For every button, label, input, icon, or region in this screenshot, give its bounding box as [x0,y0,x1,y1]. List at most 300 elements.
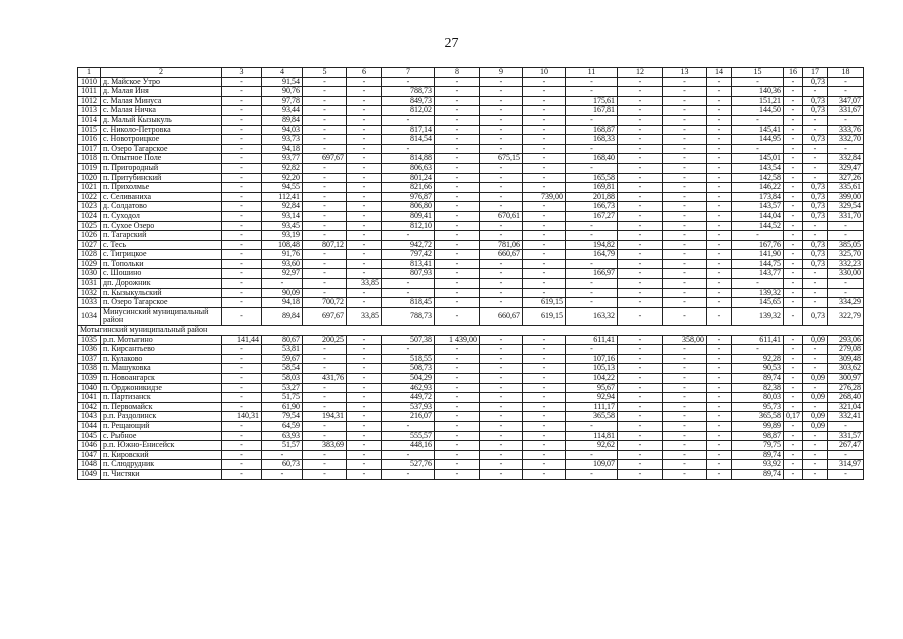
settlement-name-cell: с. Новотроицкое [101,135,222,145]
value-cell: - [618,192,663,202]
value-cell: - [347,192,382,202]
value-cell: 51,75 [262,393,303,403]
value-cell: - [480,173,523,183]
value-cell: - [222,354,262,364]
value-cell: - [784,354,803,364]
value-cell: - [480,460,523,470]
value-cell: 0,17 [784,412,803,422]
value-cell: - [707,144,732,154]
value-cell: - [784,298,803,308]
value-cell: - [303,221,347,231]
value-cell: - [784,115,803,125]
value-cell: 94,03 [262,125,303,135]
value-cell: 200,25 [303,335,347,345]
value-cell: - [435,221,480,231]
value-cell: 164,79 [566,250,618,260]
value-cell: 508,73 [382,364,435,374]
value-cell: - [435,441,480,451]
value-cell: - [828,144,864,154]
column-number-row [78,68,864,78]
table-row [78,250,864,260]
value-cell: - [784,135,803,145]
value-cell: - [347,441,382,451]
value-cell: - [523,240,566,250]
value-cell: - [347,211,382,221]
value-cell: - [435,163,480,173]
value-cell: - [663,469,707,479]
value-cell: - [435,87,480,97]
value-cell: - [566,115,618,125]
value-cell: 309,48 [828,354,864,364]
value-cell: - [480,383,523,393]
value-cell: 168,87 [566,125,618,135]
value-cell: 95,67 [566,383,618,393]
settlement-name-cell: п. Тагарский [101,231,222,241]
value-cell: - [523,163,566,173]
value-cell: - [707,250,732,260]
value-cell: - [303,259,347,269]
settlement-name-cell: п. Кулаково [101,354,222,364]
row-number-cell: 1029 [78,259,101,269]
column-number-12: 12 [618,68,663,78]
value-cell: 809,41 [382,211,435,221]
value-cell: 332,41 [828,412,864,422]
value-cell: - [663,183,707,193]
value-cell: - [435,431,480,441]
value-cell: - [523,135,566,145]
value-cell: - [222,163,262,173]
value-cell: - [618,250,663,260]
value-cell: - [303,135,347,145]
value-cell: - [707,279,732,289]
value-cell: - [262,450,303,460]
value-cell: - [803,221,828,231]
value-cell: - [435,307,480,325]
value-cell: 91,54 [262,77,303,87]
value-cell: 144,52 [732,221,784,231]
value-cell: 849,73 [382,96,435,106]
value-cell: - [618,450,663,460]
value-cell: - [523,211,566,221]
value-cell: 143,57 [732,202,784,212]
value-cell: - [707,96,732,106]
row-number-cell: 1028 [78,250,101,260]
table-row [78,335,864,345]
settlement-name-cell: р.п. Южно-Енисейск [101,441,222,451]
value-cell: 0,73 [803,211,828,221]
row-number-cell: 1016 [78,135,101,145]
value-cell: - [784,441,803,451]
value-cell: - [803,231,828,241]
value-cell: - [303,106,347,116]
value-cell: 58,54 [262,364,303,374]
value-cell: - [382,144,435,154]
value-cell: 399,00 [828,192,864,202]
column-number-10: 10 [523,68,566,78]
value-cell: - [618,469,663,479]
value-cell: - [435,106,480,116]
row-number-cell: 1023 [78,202,101,212]
value-cell: - [480,269,523,279]
value-cell: 91,76 [262,250,303,260]
value-cell: - [347,250,382,260]
value-cell: - [435,460,480,470]
row-number-cell: 1020 [78,173,101,183]
value-cell: - [784,231,803,241]
value-cell: - [435,77,480,87]
value-cell: - [663,96,707,106]
table-row [78,135,864,145]
row-number-cell: 1040 [78,383,101,393]
value-cell: - [566,144,618,154]
value-cell: - [435,393,480,403]
value-cell: 807,93 [382,269,435,279]
settlement-name-cell: д. Малый Кызыкуль [101,115,222,125]
value-cell: - [480,412,523,422]
value-cell: - [803,279,828,289]
value-cell: 141,44 [222,335,262,345]
value-cell: 942,72 [382,240,435,250]
value-cell: 619,15 [523,298,566,308]
value-cell: - [435,125,480,135]
settlement-name-cell: п. Партизанск [101,393,222,403]
value-cell: - [803,115,828,125]
column-number-3: 3 [222,68,262,78]
value-cell: - [618,173,663,183]
value-cell: 216,07 [382,412,435,422]
value-cell: - [523,421,566,431]
value-cell: - [663,383,707,393]
value-cell: 89,74 [732,450,784,460]
value-cell: 173,84 [732,192,784,202]
value-cell: - [480,115,523,125]
value-cell: 168,33 [566,135,618,145]
value-cell: 660,67 [480,307,523,325]
settlement-name-cell: с. Малая Ничка [101,106,222,116]
value-cell: 334,29 [828,298,864,308]
value-cell: - [784,154,803,164]
settlement-name-cell: п. Первомайск [101,402,222,412]
settlement-name-cell: р.п. Мотыгино [101,335,222,345]
value-cell: - [707,231,732,241]
value-cell: - [803,288,828,298]
value-cell: 144,75 [732,259,784,269]
value-cell: 33,85 [347,307,382,325]
value-cell: - [523,125,566,135]
value-cell: - [828,279,864,289]
table-row [78,221,864,231]
settlement-name-cell: п. Суходол [101,211,222,221]
value-cell: - [707,345,732,355]
value-cell: - [663,298,707,308]
tariff-table [77,67,864,480]
value-cell: - [732,231,784,241]
value-cell: 814,54 [382,135,435,145]
column-number-2: 2 [101,68,222,78]
value-cell: - [303,211,347,221]
value-cell: 80,03 [732,393,784,403]
value-cell: - [347,469,382,479]
value-cell: 93,73 [262,135,303,145]
section-title: Мотыгинский муниципальный район [78,326,864,336]
value-cell: - [222,279,262,289]
value-cell: 79,54 [262,412,303,422]
settlement-name-cell: с. Малая Минуса [101,96,222,106]
value-cell: 97,78 [262,96,303,106]
value-cell: 0,09 [803,374,828,384]
table-row [78,307,864,325]
column-number-16: 16 [784,68,803,78]
value-cell: - [303,250,347,260]
value-cell: 167,76 [732,240,784,250]
row-number-cell: 1049 [78,469,101,479]
value-cell: - [618,354,663,364]
value-cell: - [618,298,663,308]
value-cell: - [828,115,864,125]
value-cell: 818,45 [382,298,435,308]
value-cell: - [707,269,732,279]
value-cell: - [566,163,618,173]
value-cell: 109,07 [566,460,618,470]
value-cell: 332,70 [828,135,864,145]
row-number-cell: 1048 [78,460,101,470]
value-cell: 314,97 [828,460,864,470]
value-cell: 141,90 [732,250,784,260]
row-number-cell: 1013 [78,106,101,116]
value-cell: - [303,279,347,289]
value-cell: 89,84 [262,115,303,125]
value-cell: - [303,231,347,241]
value-cell: - [303,144,347,154]
value-cell: - [663,231,707,241]
settlement-name-cell: п. Кировский [101,450,222,460]
value-cell: - [663,250,707,260]
value-cell: - [480,374,523,384]
value-cell: - [663,412,707,422]
value-cell: - [303,77,347,87]
settlement-name-cell: с. Рыбное [101,431,222,441]
value-cell: - [707,87,732,97]
section-row [78,326,864,336]
value-cell: 0,73 [803,77,828,87]
value-cell: - [222,211,262,221]
value-cell: - [435,383,480,393]
value-cell: - [784,144,803,154]
value-cell: - [303,96,347,106]
column-number-11: 11 [566,68,618,78]
value-cell: 165,58 [566,173,618,183]
value-cell: 0,73 [803,240,828,250]
column-number-18: 18 [828,68,864,78]
value-cell: - [347,364,382,374]
value-cell: - [707,183,732,193]
value-cell: 300,97 [828,374,864,384]
value-cell: 518,55 [382,354,435,364]
value-cell: 0,09 [803,412,828,422]
value-cell: 504,29 [382,374,435,384]
value-cell: - [222,345,262,355]
table-row [78,364,864,374]
value-cell: - [435,231,480,241]
table-row [78,288,864,298]
value-cell: - [803,402,828,412]
value-cell: 807,12 [303,240,347,250]
value-cell: - [435,288,480,298]
value-cell: 788,73 [382,307,435,325]
value-cell: - [784,469,803,479]
table-row [78,163,864,173]
value-cell: - [663,431,707,441]
value-cell: - [480,125,523,135]
value-cell: 619,15 [523,307,566,325]
value-cell: 279,08 [828,345,864,355]
value-cell: - [784,106,803,116]
value-cell: 166,73 [566,202,618,212]
row-number-cell: 1037 [78,354,101,364]
table-row [78,192,864,202]
value-cell: - [663,135,707,145]
value-cell: - [262,279,303,289]
value-cell: - [347,298,382,308]
value-cell: 507,38 [382,335,435,345]
value-cell: - [303,183,347,193]
value-cell: 93,19 [262,231,303,241]
value-cell: 781,06 [480,240,523,250]
value-cell: 527,76 [382,460,435,470]
value-cell: - [222,269,262,279]
value-cell: 92,28 [732,354,784,364]
value-cell: 90,09 [262,288,303,298]
value-cell: 449,72 [382,393,435,403]
value-cell: - [523,115,566,125]
table-row [78,231,864,241]
value-cell: - [566,288,618,298]
value-cell: 140,36 [732,87,784,97]
value-cell: 95,73 [732,402,784,412]
value-cell: 93,77 [262,154,303,164]
value-cell: - [618,87,663,97]
value-cell: - [435,364,480,374]
column-number-4: 4 [262,68,303,78]
value-cell: - [707,364,732,374]
value-cell: - [480,231,523,241]
row-number-cell: 1043 [78,412,101,422]
value-cell: - [347,402,382,412]
value-cell: 194,82 [566,240,618,250]
value-cell: 739,00 [523,192,566,202]
value-cell: - [303,115,347,125]
value-cell: - [435,202,480,212]
value-cell: - [435,421,480,431]
value-cell: 331,70 [828,211,864,221]
value-cell: 142,58 [732,173,784,183]
value-cell: - [222,402,262,412]
value-cell: - [663,269,707,279]
value-cell: - [784,345,803,355]
value-cell: - [222,431,262,441]
value-cell: 105,13 [566,364,618,374]
value-cell: 817,14 [382,125,435,135]
value-cell: - [828,450,864,460]
value-cell: 151,21 [732,96,784,106]
value-cell: - [303,345,347,355]
value-cell: - [303,383,347,393]
value-cell: - [732,144,784,154]
value-cell: - [663,125,707,135]
value-cell: - [222,115,262,125]
value-cell: 329,54 [828,202,864,212]
row-number-cell: 1012 [78,96,101,106]
settlement-name-cell: д. Солдатово [101,202,222,212]
table-row [78,269,864,279]
value-cell: 330,00 [828,269,864,279]
value-cell: 0,73 [803,192,828,202]
value-cell: 94,18 [262,298,303,308]
value-cell: - [222,374,262,384]
value-cell: 104,22 [566,374,618,384]
value-cell: 555,57 [382,431,435,441]
value-cell: - [618,231,663,241]
value-cell: - [663,345,707,355]
value-cell: 321,04 [828,402,864,412]
column-number-5: 5 [303,68,347,78]
value-cell: - [435,250,480,260]
value-cell: - [618,374,663,384]
value-cell: - [523,96,566,106]
row-number-cell: 1015 [78,125,101,135]
value-cell: 788,73 [382,87,435,97]
row-number-cell: 1047 [78,450,101,460]
settlement-name-cell: п. Озеро Тагарское [101,298,222,308]
settlement-name-cell: п. Пригородный [101,163,222,173]
value-cell: - [523,231,566,241]
value-cell: - [303,125,347,135]
value-cell: - [663,354,707,364]
value-cell: - [523,383,566,393]
value-cell: 697,67 [303,307,347,325]
value-cell: 175,61 [566,96,618,106]
value-cell: 322,79 [828,307,864,325]
value-cell: - [784,173,803,183]
value-cell: - [222,421,262,431]
value-cell: - [784,250,803,260]
value-cell: - [803,450,828,460]
value-cell: - [618,441,663,451]
value-cell: - [222,77,262,87]
value-cell: 92,97 [262,269,303,279]
value-cell: - [347,450,382,460]
value-cell: - [618,307,663,325]
value-cell: 697,67 [303,154,347,164]
value-cell: - [618,183,663,193]
value-cell: 92,84 [262,202,303,212]
value-cell: 325,70 [828,250,864,260]
value-cell: 99,89 [732,421,784,431]
value-cell: - [435,259,480,269]
value-cell: - [784,393,803,403]
value-cell: 80,67 [262,335,303,345]
value-cell: - [222,221,262,231]
value-cell: - [480,202,523,212]
value-cell: - [480,364,523,374]
row-number-cell: 1034 [78,307,101,325]
table-row [78,106,864,116]
value-cell: - [523,154,566,164]
value-cell: 61,90 [262,402,303,412]
value-cell: 327,26 [828,173,864,183]
row-number-cell: 1022 [78,192,101,202]
value-cell: - [480,345,523,355]
